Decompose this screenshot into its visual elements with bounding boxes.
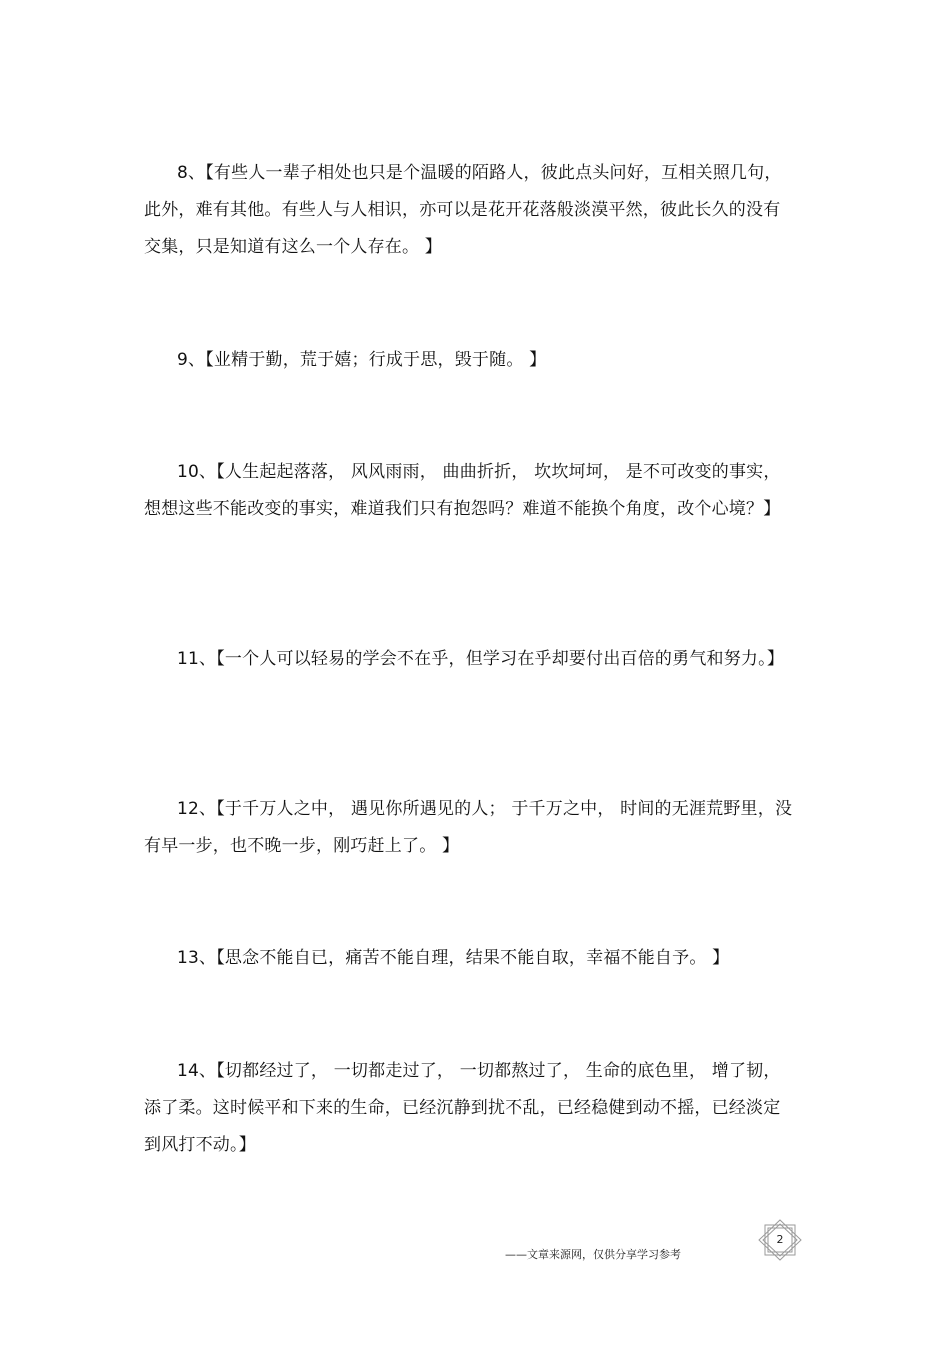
page-number: 2 bbox=[776, 1233, 784, 1246]
page-number-badge bbox=[756, 1219, 804, 1261]
paragraph-10: 10、【人生起起落落， 风风雨雨， 曲曲折折， 坎坎坷坷， 是不可改变的事实，想想这些不能改变的事实，难道我们只有抱怨吗？难道不能换个角度，改个心境？】 bbox=[144, 462, 781, 519]
paragraph-12: 12、【于千万人之中， 遇见你所遇见的人； 于千万之中， 时间的无涯荒野里，没有早一步，也不晚一步，刚巧赶上了。 】 bbox=[144, 799, 793, 856]
paragraph-8: 8、【有些人一辈子相处也只是个温暖的陌路人，彼此点头问好，互相关照几句，此外，难有其他。有些人与人相识，亦可以是花开花落般淡漠平然，彼此长久的没有交集，只是知道有这么一个人存在。 】 bbox=[144, 163, 782, 257]
paragraph-14: 14、【切都经过了， 一切都走过了， 一切都熬过了， 生命的底色里， 增了韧，添了柔。这时候平和下来的生命，已经沉静到扰不乱，已经稳健到动不摇，已经淡定到风打不动。】 bbox=[144, 1061, 781, 1155]
paragraph-13: 13、【思念不能自已，痛苦不能自理，结果不能自取，幸福不能自予。 】 bbox=[177, 948, 730, 968]
paragraph-9: 9、【业精于勤，荒于嬉；行成于思，毁于随。 】 bbox=[177, 350, 547, 370]
footer-source-note: ——文章来源网，仅供分享学习参考 bbox=[505, 1248, 681, 1261]
paragraph-11: 11、【一个人可以轻易的学会不在乎，但学习在乎却要付出百倍的勇气和努力。】 bbox=[177, 649, 785, 669]
